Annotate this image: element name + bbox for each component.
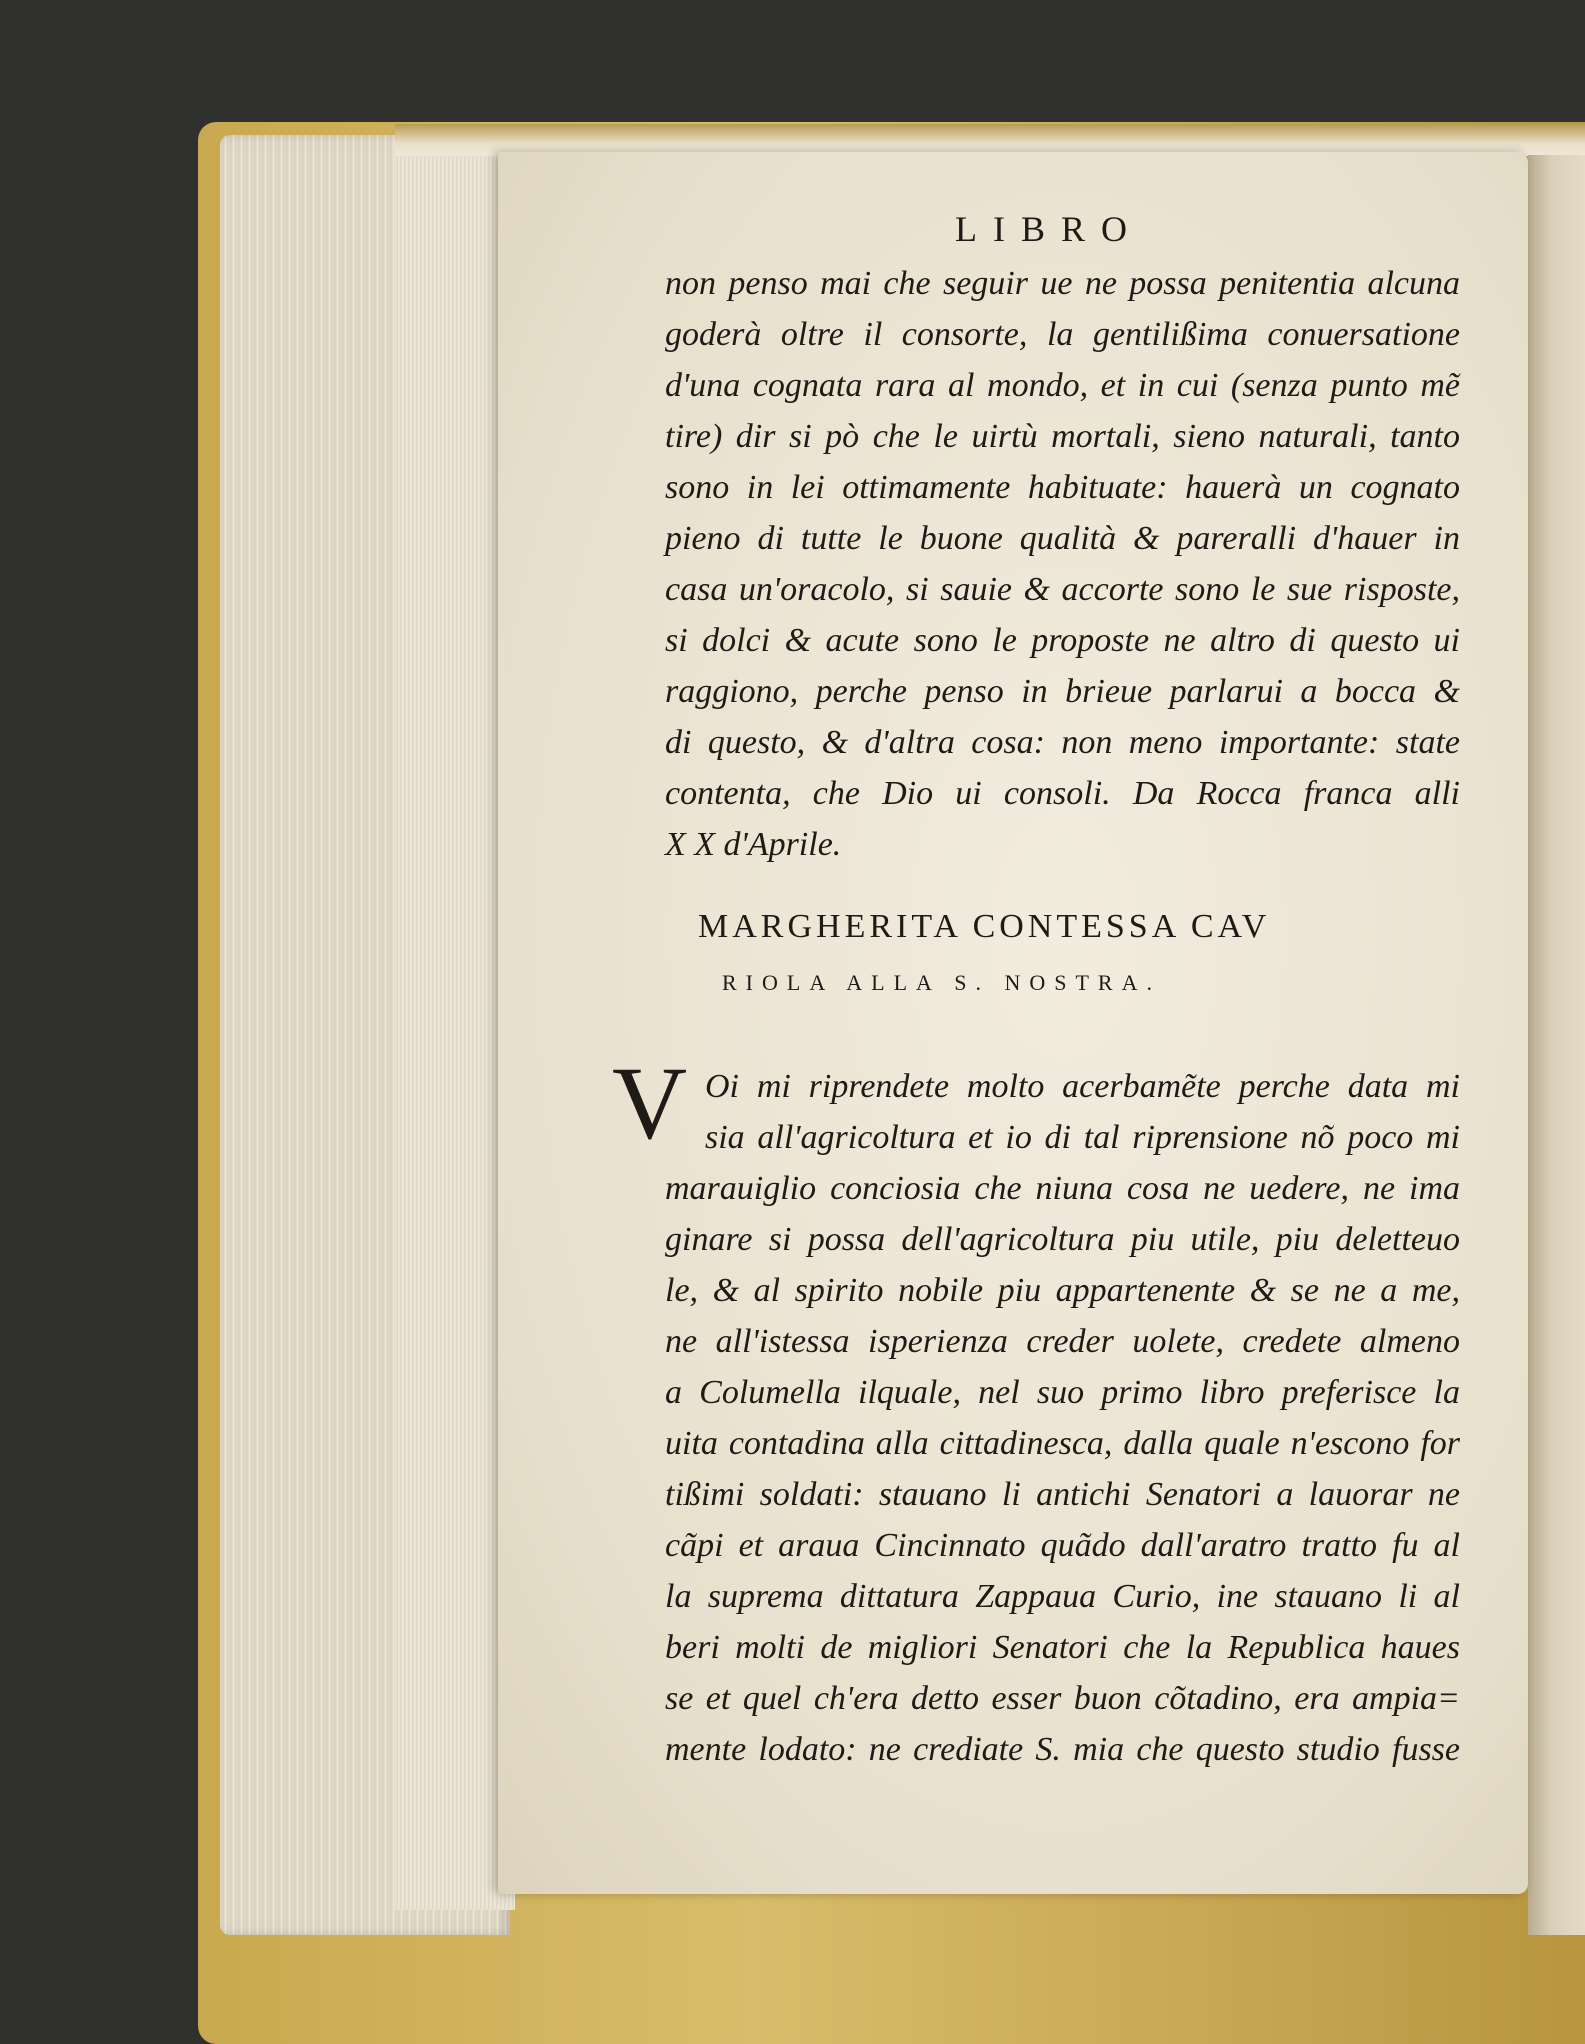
text-line: sia all'agricoltura et io di tal riprensione nõ poco mi — [705, 1119, 1460, 1156]
text-line: uita contadina alla cittadinesca, dalla quale n'escono for — [665, 1425, 1460, 1462]
text-line: d'una cognata rara al mondo, et in cui (senza punto mẽ — [665, 367, 1460, 404]
text-line: pieno di tutte le buone qualità & pareralli d'hauer in — [665, 520, 1460, 557]
text-line: se et quel ch'era detto esser buon cõtadino, era ampia= — [665, 1680, 1460, 1717]
text-line: goderà oltre il consorte, la gentilißima conuersatione — [665, 316, 1460, 353]
text-line: ginare si possa dell'agricoltura piu utile, piu deletteuo — [665, 1221, 1460, 1258]
text-line: sono in lei ottimamente habituate: hauerà un cognato — [665, 469, 1460, 506]
text-line: raggiono, perche penso in brieue parlarui a bocca & — [665, 673, 1460, 710]
text-line: mente lodato: ne crediate S. mia che questo studio fusse — [665, 1731, 1460, 1768]
text-line: Oi mi riprendete molto acerbamẽte perche data mi — [705, 1068, 1460, 1105]
text-line: non penso mai che seguir ue ne possa penitentia alcuna — [665, 265, 1460, 302]
text-line: a Columella ilquale, nel suo primo libro preferisce la — [665, 1374, 1460, 1411]
text-line: contenta, che Dio ui consoli. Da Rocca franca alli — [665, 775, 1460, 812]
letter-heading-continued: RIOLA ALLA S. NOSTRA. — [722, 970, 1161, 995]
text-line: beri molti de migliori Senatori che la Republica haues — [665, 1629, 1460, 1666]
page-block-inner — [395, 150, 515, 1910]
text-line: tißimi soldati: stauano li antichi Senatori a lauorar ne — [665, 1476, 1460, 1513]
text-line: le, & al spirito nobile piu appartenente & se ne a me, — [665, 1272, 1460, 1309]
text-line: tire) dir si pò che le uirtù mortali, sieno naturali, tanto — [665, 418, 1460, 455]
text-line: si dolci & acute sono le proposte ne altro di questo ui — [665, 622, 1460, 659]
text-line: la suprema dittatura Zappaua Curio, ine stauano li al — [665, 1578, 1460, 1615]
text-line: X X d'Aprile. — [665, 826, 842, 863]
letter-heading: MARGHERITA CONTESSA CAV — [698, 908, 1271, 945]
facing-page-edge — [1528, 155, 1585, 1935]
text-line: ne all'istessa isperienza creder uolete, credete almeno — [665, 1323, 1460, 1360]
text-line: cãpi et araua Cincinnato quãdo dall'aratro tratto fu al — [665, 1527, 1460, 1564]
drop-cap: V — [612, 1046, 688, 1161]
text-line: di questo, & d'altra cosa: non meno importante: state — [665, 724, 1460, 761]
text-line: marauiglio conciosia che niuna cosa ne uedere, ne ima — [665, 1170, 1460, 1207]
text-line: casa un'oracolo, si sauie & accorte sono le sue risposte, — [665, 571, 1460, 608]
running-head: LIBRO — [955, 209, 1143, 249]
